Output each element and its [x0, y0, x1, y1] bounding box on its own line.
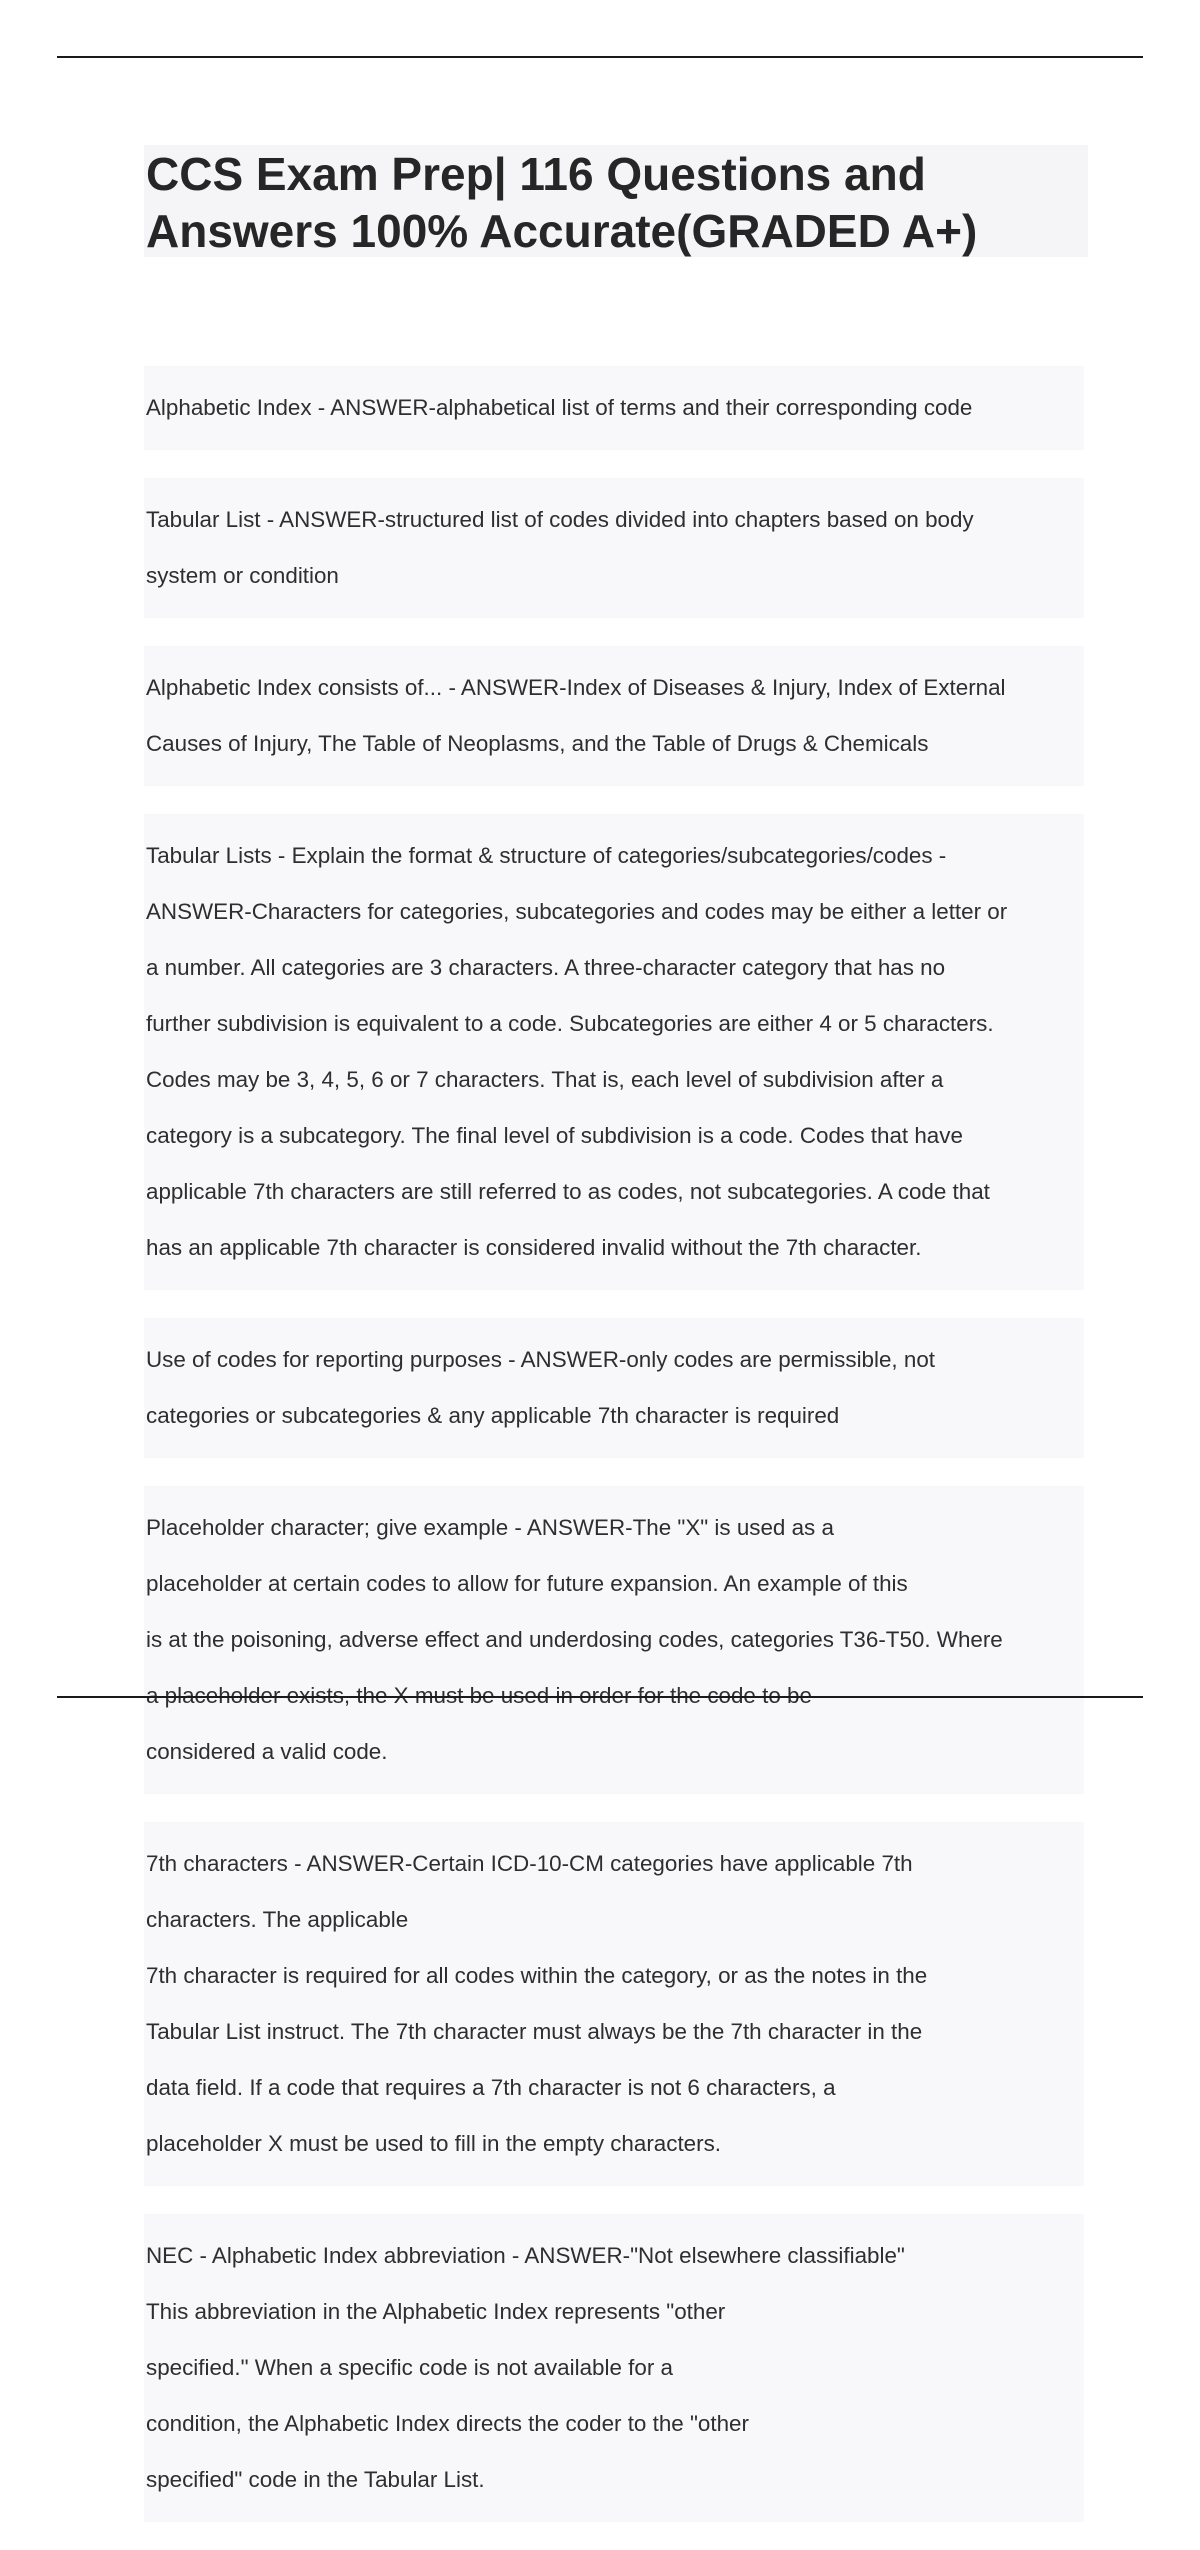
- qa-line: characters. The applicable: [146, 1907, 409, 1932]
- qa-line: Tabular Lists - Explain the format & structure of categories/subcategories/codes -: [146, 843, 947, 868]
- qa-line: Use of codes for reporting purposes - ANSWER-only codes are permissible, not: [146, 1347, 935, 1372]
- qa-line: data field. If a code that requires a 7th character is not 6 characters, a: [146, 2075, 836, 2100]
- qa-line: Tabular List - ANSWER-structured list of codes divided into chapters based on body: [146, 507, 974, 532]
- qa-list: [144, 366, 1084, 2550]
- qa-entry-use-of-codes: [144, 1318, 1084, 1458]
- qa-line: 7th character is required for all codes within the category, or as the notes in the: [146, 1963, 928, 1988]
- qa-line: Codes may be 3, 4, 5, 6 or 7 characters. That is, each level of subdivision after a: [146, 1067, 944, 1092]
- qa-line: is at the poisoning, adverse effect and underdosing codes, categories T36-T50. Where: [146, 1627, 1003, 1652]
- qa-line: a placeholder exists, the X must be used in order for the code to be: [146, 1683, 812, 1708]
- qa-line: has an applicable 7th character is considered invalid without the 7th character.: [146, 1235, 922, 1260]
- qa-entry-tabular-list: [144, 478, 1084, 618]
- qa-line: a number. All categories are 3 characters. A three-character category that has no: [146, 955, 946, 980]
- qa-line: considered a valid code.: [146, 1739, 388, 1764]
- qa-entry-alphabetic-index-consists: [144, 646, 1084, 786]
- qa-line: 7th characters - ANSWER-Certain ICD-10-CM categories have applicable 7th: [146, 1851, 913, 1876]
- top-rule: [57, 56, 1143, 58]
- qa-line: ANSWER-Characters for categories, subcategories and codes may be either a letter or: [146, 899, 1008, 924]
- qa-line: placeholder X must be used to fill in the empty characters.: [146, 2131, 721, 2156]
- qa-entry-alphabetic-index: [144, 366, 1084, 450]
- qa-line: placeholder at certain codes to allow for future expansion. An example of this: [146, 1571, 908, 1596]
- qa-line: NEC - Alphabetic Index abbreviation - ANSWER-"Not elsewhere classifiable": [146, 2243, 905, 2268]
- qa-line: Causes of Injury, The Table of Neoplasms, and the Table of Drugs & Chemicals: [146, 731, 929, 756]
- qa-entry-placeholder-character: [144, 1486, 1084, 1794]
- qa-line: further subdivision is equivalent to a code. Subcategories are either 4 or 5 characters.: [146, 1011, 994, 1036]
- qa-line: Tabular List instruct. The 7th character must always be the 7th character in the: [146, 2019, 923, 2044]
- qa-line: applicable 7th characters are still referred to as codes, not subcategories. A code that: [146, 1179, 990, 1204]
- qa-line: system or condition: [146, 563, 339, 588]
- qa-entry-7th-characters: [144, 1822, 1084, 2186]
- qa-line: categories or subcategories & any applicable 7th character is required: [146, 1403, 840, 1428]
- qa-line: specified" code in the Tabular List.: [146, 2467, 485, 2492]
- qa-line: specified." When a specific code is not available for a: [146, 2355, 673, 2380]
- qa-line: Alphabetic Index - ANSWER-alphabetical list of terms and their corresponding code: [146, 395, 973, 420]
- qa-line: This abbreviation in the Alphabetic Index represents "other: [146, 2299, 726, 2324]
- qa-line: Alphabetic Index consists of... - ANSWER-Index of Diseases & Injury, Index of External: [146, 675, 1006, 700]
- document-title: CCS Exam Prep| 116 Questions and Answers 100% Accurate(GRADED A+): [146, 148, 978, 257]
- qa-line: condition, the Alphabetic Index directs the coder to the "other: [146, 2411, 749, 2436]
- qa-line: Placeholder character; give example - ANSWER-The "X" is used as a: [146, 1515, 834, 1540]
- qa-line: category is a subcategory. The final level of subdivision is a code. Codes that have: [146, 1123, 963, 1148]
- bottom-rule: [57, 1696, 1143, 1698]
- qa-entry-nec-abbreviation: [144, 2214, 1084, 2522]
- qa-entry-tabular-lists-format: [144, 814, 1084, 1290]
